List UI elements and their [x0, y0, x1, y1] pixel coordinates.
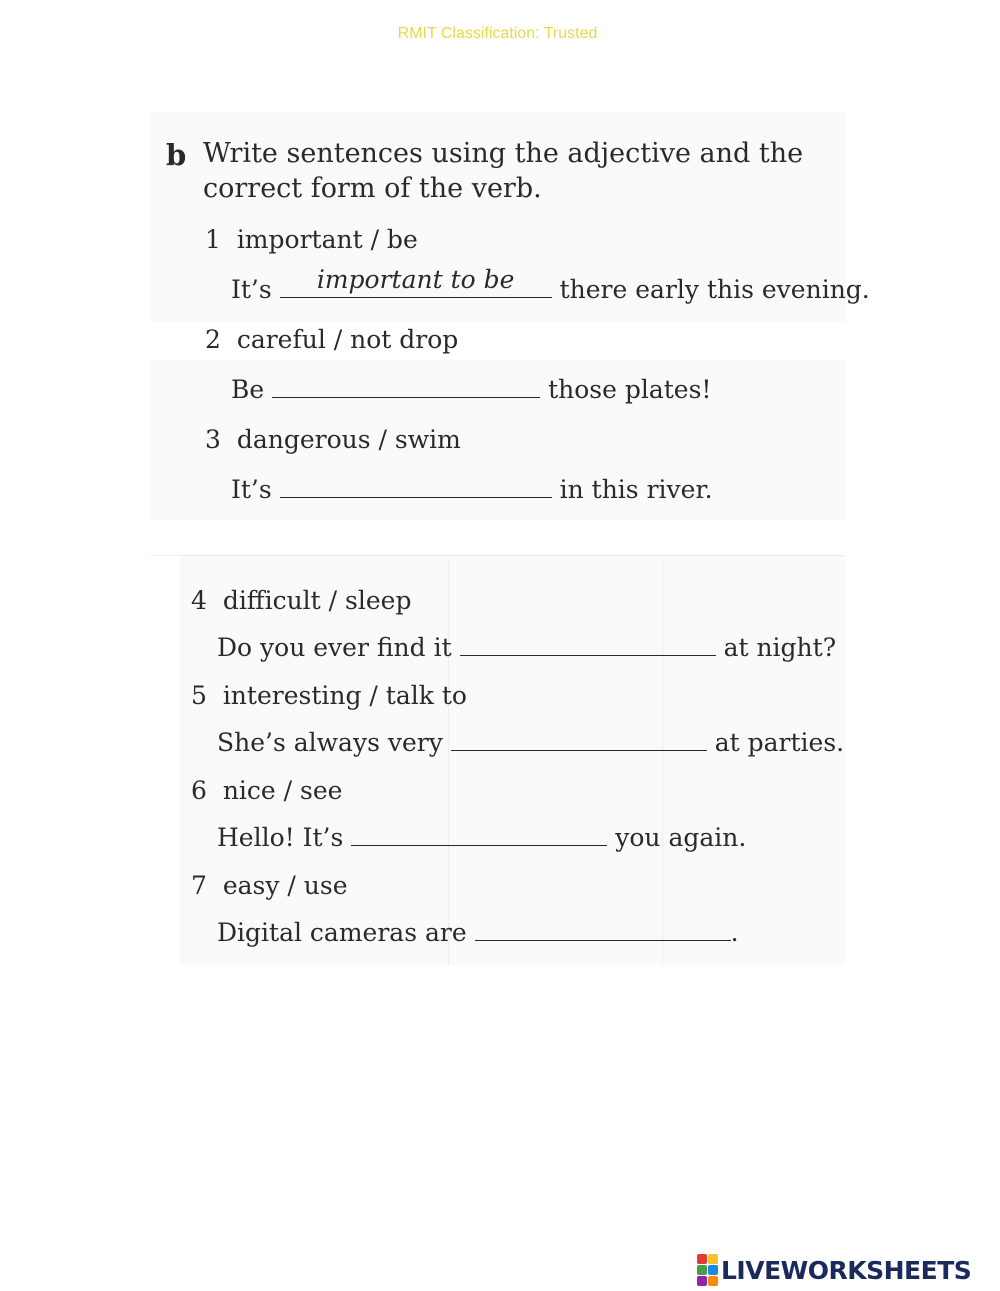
liveworksheets-brand[interactable]	[697, 1253, 971, 1287]
sentence-after: .	[730, 918, 739, 947]
answer-blank[interactable]	[460, 633, 716, 656]
scan-shadow-bottom	[180, 555, 845, 965]
item-prompt	[205, 425, 461, 455]
answer-blank[interactable]	[280, 265, 552, 298]
item-prompt	[205, 225, 418, 255]
answer-blank[interactable]	[280, 475, 552, 498]
sentence-after: in this river.	[559, 475, 713, 504]
sentence-before: It’s	[231, 275, 272, 304]
logo-tile	[708, 1254, 718, 1264]
item-number: 5	[191, 681, 207, 710]
item-prompt	[191, 586, 411, 616]
logo-tile	[697, 1276, 707, 1286]
item-prompt-text: important / be	[236, 225, 418, 254]
classification-label: RMIT Classification: Trusted	[397, 25, 598, 42]
item-number: 3	[205, 425, 221, 454]
answer-blank[interactable]	[451, 728, 707, 751]
item-number: 2	[205, 325, 221, 354]
item-prompt-text: easy / use	[222, 871, 348, 900]
sentence-before: It’s	[231, 475, 272, 504]
instruction-line-2: correct form of the verb.	[203, 173, 542, 204]
item-prompt	[191, 681, 467, 711]
item-prompt-text: interesting / talk to	[222, 681, 467, 710]
exercise-letter: b	[166, 138, 187, 172]
item-prompt	[205, 325, 458, 355]
item-sentence	[217, 823, 746, 853]
answer-blank[interactable]	[475, 918, 731, 941]
item-sentence	[217, 918, 739, 948]
logo-tile	[697, 1254, 707, 1264]
item-prompt-text: difficult / sleep	[222, 586, 412, 615]
instruction-line-1: Write sentences using the adjective and the	[203, 138, 804, 169]
sentence-before: She’s always very	[217, 728, 443, 757]
sentence-after: there early this evening.	[559, 275, 870, 304]
brand-name: LIVEWORKSHEETS	[721, 1255, 972, 1285]
answer-blank[interactable]	[351, 823, 607, 846]
logo-tile	[708, 1276, 718, 1286]
sentence-after: those plates!	[548, 375, 712, 404]
item-prompt-text: dangerous / swim	[236, 425, 461, 454]
item-sentence	[217, 728, 844, 758]
item-sentence	[231, 265, 870, 305]
item-sentence	[217, 633, 836, 663]
item-number: 4	[191, 586, 207, 615]
sentence-before: Be	[231, 375, 265, 404]
item-sentence	[231, 375, 711, 405]
liveworksheets-logo-icon	[697, 1254, 718, 1286]
sentence-after: at night?	[723, 633, 837, 662]
item-sentence	[231, 475, 713, 505]
item-prompt-text: careful / not drop	[236, 325, 459, 354]
scan-rule	[150, 555, 845, 556]
answer-blank[interactable]	[272, 375, 540, 398]
answer-text: important to be	[316, 265, 515, 294]
sentence-before: Do you ever find it	[217, 633, 452, 662]
sentence-before: Digital cameras are	[217, 918, 467, 947]
scan-column-rule	[448, 560, 449, 965]
item-number: 6	[191, 776, 207, 805]
item-number: 7	[191, 871, 207, 900]
scan-column-rule	[662, 560, 663, 965]
item-number: 1	[205, 225, 221, 254]
item-prompt	[191, 871, 348, 901]
sentence-before: Hello! It’s	[217, 823, 344, 852]
sentence-after: you again.	[615, 823, 747, 852]
sentence-after: at parties.	[714, 728, 845, 757]
item-prompt	[191, 776, 342, 806]
logo-tile	[708, 1265, 718, 1275]
logo-tile	[697, 1265, 707, 1275]
item-prompt-text: nice / see	[222, 776, 343, 805]
